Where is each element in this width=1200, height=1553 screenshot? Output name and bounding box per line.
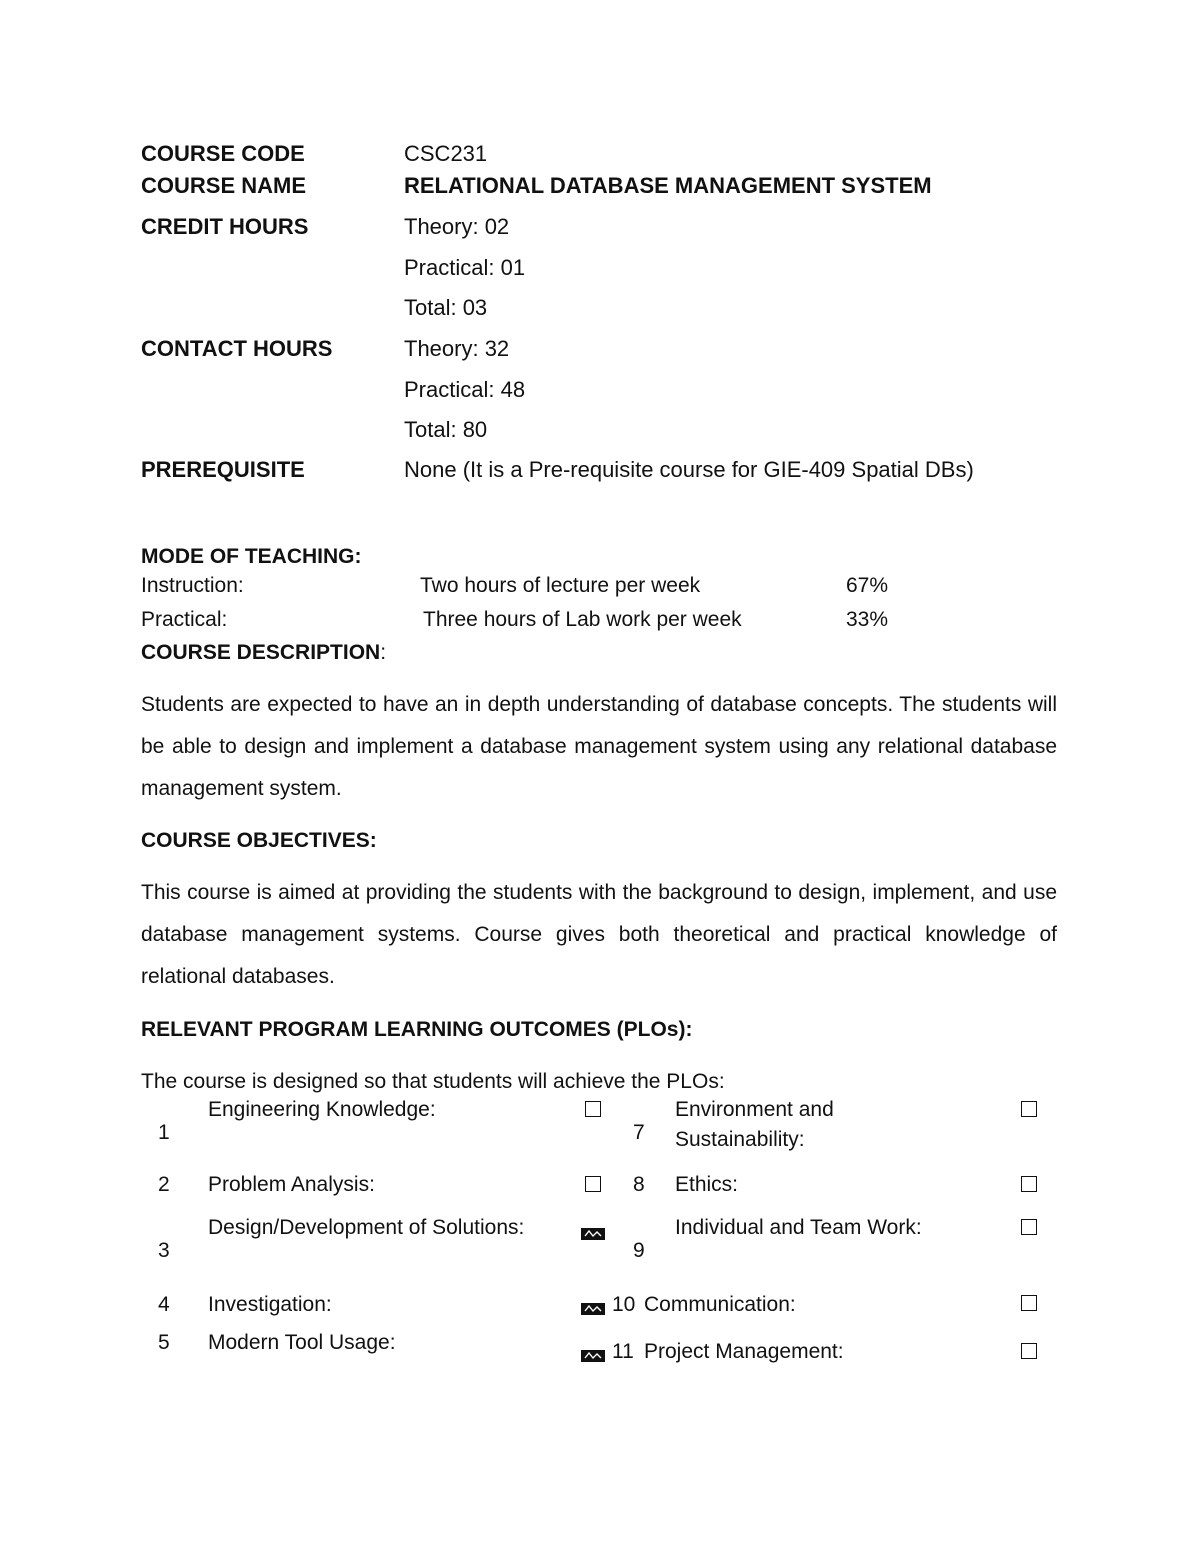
practical-percent: 33% bbox=[846, 608, 889, 631]
instruction-percent: 67% bbox=[846, 574, 889, 597]
course-objectives-text: This course is aimed at providing the students with the background to design, implement, and use database management systems. Course gives both theoretical and practical knowledge of relational databases. bbox=[141, 881, 1057, 988]
course-code-label: COURSE CODE bbox=[141, 141, 305, 166]
prerequisite-label: PREREQUISITE bbox=[141, 457, 305, 482]
plo-number: 4 bbox=[158, 1293, 170, 1316]
instruction-description: Two hours of lecture per week bbox=[420, 574, 701, 597]
practical-label: Practical: bbox=[141, 608, 228, 631]
checked-mark-icon[interactable] bbox=[580, 1349, 606, 1363]
plo-checkbox[interactable] bbox=[585, 1101, 601, 1117]
prerequisite-value: None (It is a Pre-requisite course for GIE-409 Spatial DBs) bbox=[404, 457, 974, 482]
plos-intro: The course is designed so that students will achieve the PLOs: bbox=[141, 1070, 725, 1093]
plo-number: 7 bbox=[633, 1121, 645, 1144]
plo-label-line1: Environment and bbox=[675, 1098, 834, 1121]
practical-description: Three hours of Lab work per week bbox=[423, 608, 742, 631]
plo-label: Engineering Knowledge: bbox=[208, 1098, 436, 1121]
credit-theory: Theory: 02 bbox=[404, 214, 510, 239]
mode-of-teaching-heading: MODE OF TEACHING: bbox=[141, 545, 362, 568]
credit-total: Total: 03 bbox=[404, 295, 488, 320]
plo-checkbox[interactable] bbox=[585, 1176, 601, 1192]
course-description-heading-colon: : bbox=[380, 641, 387, 664]
plo-label: Project Management: bbox=[644, 1340, 844, 1363]
plo-number: 5 bbox=[158, 1331, 170, 1354]
course-description-text: Students are expected to have an in depth understanding of database concepts. The students will be able to design and implement a database management system using any relational database management system. bbox=[141, 693, 1057, 800]
plo-number: 10 bbox=[612, 1293, 636, 1316]
plo-number: 11 bbox=[612, 1340, 634, 1363]
contact-total: Total: 80 bbox=[404, 417, 488, 442]
plo-number: 9 bbox=[633, 1239, 645, 1262]
plo-number: 1 bbox=[158, 1121, 170, 1144]
plo-checkbox[interactable] bbox=[1021, 1219, 1037, 1235]
plo-label: Communication: bbox=[644, 1293, 796, 1316]
plo-label: Investigation: bbox=[208, 1293, 332, 1316]
credit-hours-label: CREDIT HOURS bbox=[141, 214, 309, 239]
contact-theory: Theory: 32 bbox=[404, 336, 510, 361]
checked-mark-icon[interactable] bbox=[580, 1227, 606, 1241]
contact-hours-label: CONTACT HOURS bbox=[141, 336, 333, 361]
plo-number: 2 bbox=[158, 1173, 170, 1196]
plo-label-line2: Sustainability: bbox=[675, 1128, 805, 1151]
instruction-label: Instruction: bbox=[141, 574, 244, 597]
course-objectives-heading: COURSE OBJECTIVES: bbox=[141, 829, 377, 852]
course-name-value: RELATIONAL DATABASE MANAGEMENT SYSTEM bbox=[404, 173, 932, 198]
plo-label: Modern Tool Usage: bbox=[208, 1331, 396, 1354]
course-name-label: COURSE NAME bbox=[141, 173, 307, 198]
plo-checkbox[interactable] bbox=[1021, 1295, 1037, 1311]
plo-label: Design/Development of Solutions: bbox=[208, 1216, 525, 1239]
plo-label: Individual and Team Work: bbox=[675, 1216, 922, 1239]
checked-mark-icon[interactable] bbox=[580, 1302, 606, 1316]
plo-checkbox[interactable] bbox=[1021, 1176, 1037, 1192]
contact-practical: Practical: 48 bbox=[404, 377, 526, 402]
plo-checkbox[interactable] bbox=[1021, 1343, 1037, 1359]
plos-heading: RELEVANT PROGRAM LEARNING OUTCOMES (PLOs): bbox=[141, 1018, 693, 1041]
plo-label: Ethics: bbox=[675, 1173, 739, 1196]
credit-practical: Practical: 01 bbox=[404, 255, 526, 280]
plo-label: Problem Analysis: bbox=[208, 1173, 375, 1196]
plo-number: 8 bbox=[633, 1173, 645, 1196]
plo-number: 3 bbox=[158, 1239, 170, 1262]
plo-checkbox[interactable] bbox=[1021, 1101, 1037, 1117]
course-description-heading: COURSE DESCRIPTION bbox=[141, 641, 381, 664]
course-description-heading-wrap bbox=[141, 640, 386, 666]
course-code-value: CSC231 bbox=[404, 141, 488, 166]
